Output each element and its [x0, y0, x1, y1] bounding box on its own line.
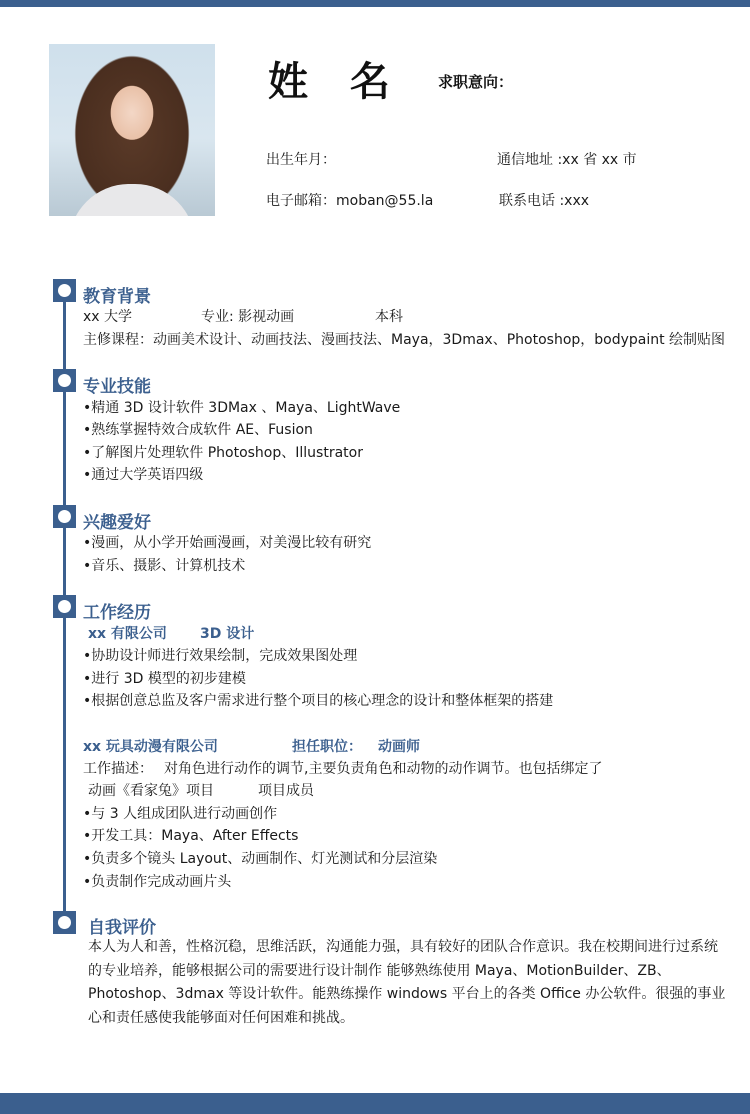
timeline-node-self-eval [53, 911, 76, 934]
job2-desc: 对角色进行动作的调节,主要负责角色和动物的动作调节。也包括绑定了 [164, 761, 603, 777]
job1-item: •进行 3D 模型的初步建模 [83, 671, 246, 687]
section-title-education: 教育背景 [83, 287, 151, 307]
email-label: 电子邮箱： [266, 193, 336, 209]
section-title-self-eval: 自我评价 [88, 918, 156, 938]
timeline-node-skills [53, 369, 76, 392]
job-intent-label: 求职意向： [438, 73, 514, 91]
job2-item: •开发工具：Maya、After Effects [83, 828, 299, 844]
job2-company: xx 玩具动漫有限公司 [83, 739, 218, 755]
job2-project: 动画《看家兔》项目 [88, 783, 214, 799]
job1-position: 3D 设计 [200, 626, 255, 642]
section-title-work: 工作经历 [83, 603, 151, 623]
education-major: 专业: 影视动画 [201, 309, 295, 325]
section-title-skills: 专业技能 [83, 377, 151, 397]
candidate-name: 姓 名 [268, 59, 404, 105]
education-school: xx 大学 [83, 309, 133, 325]
email-value: moban@55.la [336, 193, 434, 209]
hobby-item: •漫画，从小学开始画漫画，对美漫比较有研究 [83, 535, 372, 551]
skill-item: •通过大学英语四级 [83, 467, 204, 483]
phone-value: :xxx [559, 193, 590, 209]
address-value: :xx 省 xx 市 [557, 152, 637, 168]
job2-item: •与 3 人组成团队进行动画创作 [83, 806, 278, 822]
self-eval-text: 本人为人和善，性格沉稳，思维活跃，沟通能力强，具有较好的团队合作意识。我在校期间进行过系统的专业培养，能够根据公司的需要进行设计制作 能够熟练使用 Maya、MotionBuilder、ZB、Photoshop、3dmax 等设计软件。能熟练操作 windows 平台上的各类 Office 办公软件。很强的事业心和责任感使我能够面对任何困难和挑战。 [88, 939, 726, 1026]
job2-item: •负责多个镜头 Layout、动画制作、灯光测试和分层渲染 [83, 851, 438, 867]
job2-position: 动画师 [378, 739, 420, 755]
job1-company: xx 有限公司 [88, 626, 167, 642]
timeline-node-hobbies [53, 505, 76, 528]
timeline-node-education [53, 279, 76, 302]
job1-item: •根据创意总监及客户需求进行整个项目的核心理念的设计和整体框架的搭建 [83, 693, 554, 709]
skill-item: •熟练掌握特效合成软件 AE、Fusion [83, 422, 313, 438]
job2-item: •负责制作完成动画片头 [83, 874, 232, 890]
birth-label: 出生年月： [266, 152, 336, 168]
job2-desc-label: 工作描述： [83, 761, 153, 777]
job2-project-role: 项目成员 [258, 783, 314, 799]
top-accent-bar [0, 0, 750, 7]
job1-item: •协助设计师进行效果绘制，完成效果图处理 [83, 648, 358, 664]
skill-item: •了解图片处理软件 Photoshop、Illustrator [83, 445, 363, 461]
address-field [497, 149, 637, 169]
skill-item: •精通 3D 设计软件 3DMax 、Maya、LightWave [83, 400, 401, 416]
education-courses: 主修课程：动画美术设计、动画技法、漫画技法、Maya，3Dmax、Photoshop，bodypaint 绘制贴图 [83, 332, 726, 348]
email-field [266, 190, 433, 210]
phone-label: 联系电话 [499, 193, 555, 209]
job2-position-label: 担任职位： [292, 739, 362, 755]
section-title-hobbies: 兴趣爱好 [83, 513, 151, 533]
profile-photo [49, 44, 215, 216]
phone-field [499, 190, 589, 210]
address-label: 通信地址 [497, 152, 553, 168]
hobby-item: •音乐、摄影、计算机技术 [83, 558, 246, 574]
bottom-accent-bar [0, 1093, 750, 1114]
timeline-node-work [53, 595, 76, 618]
education-degree: 本科 [375, 309, 403, 325]
